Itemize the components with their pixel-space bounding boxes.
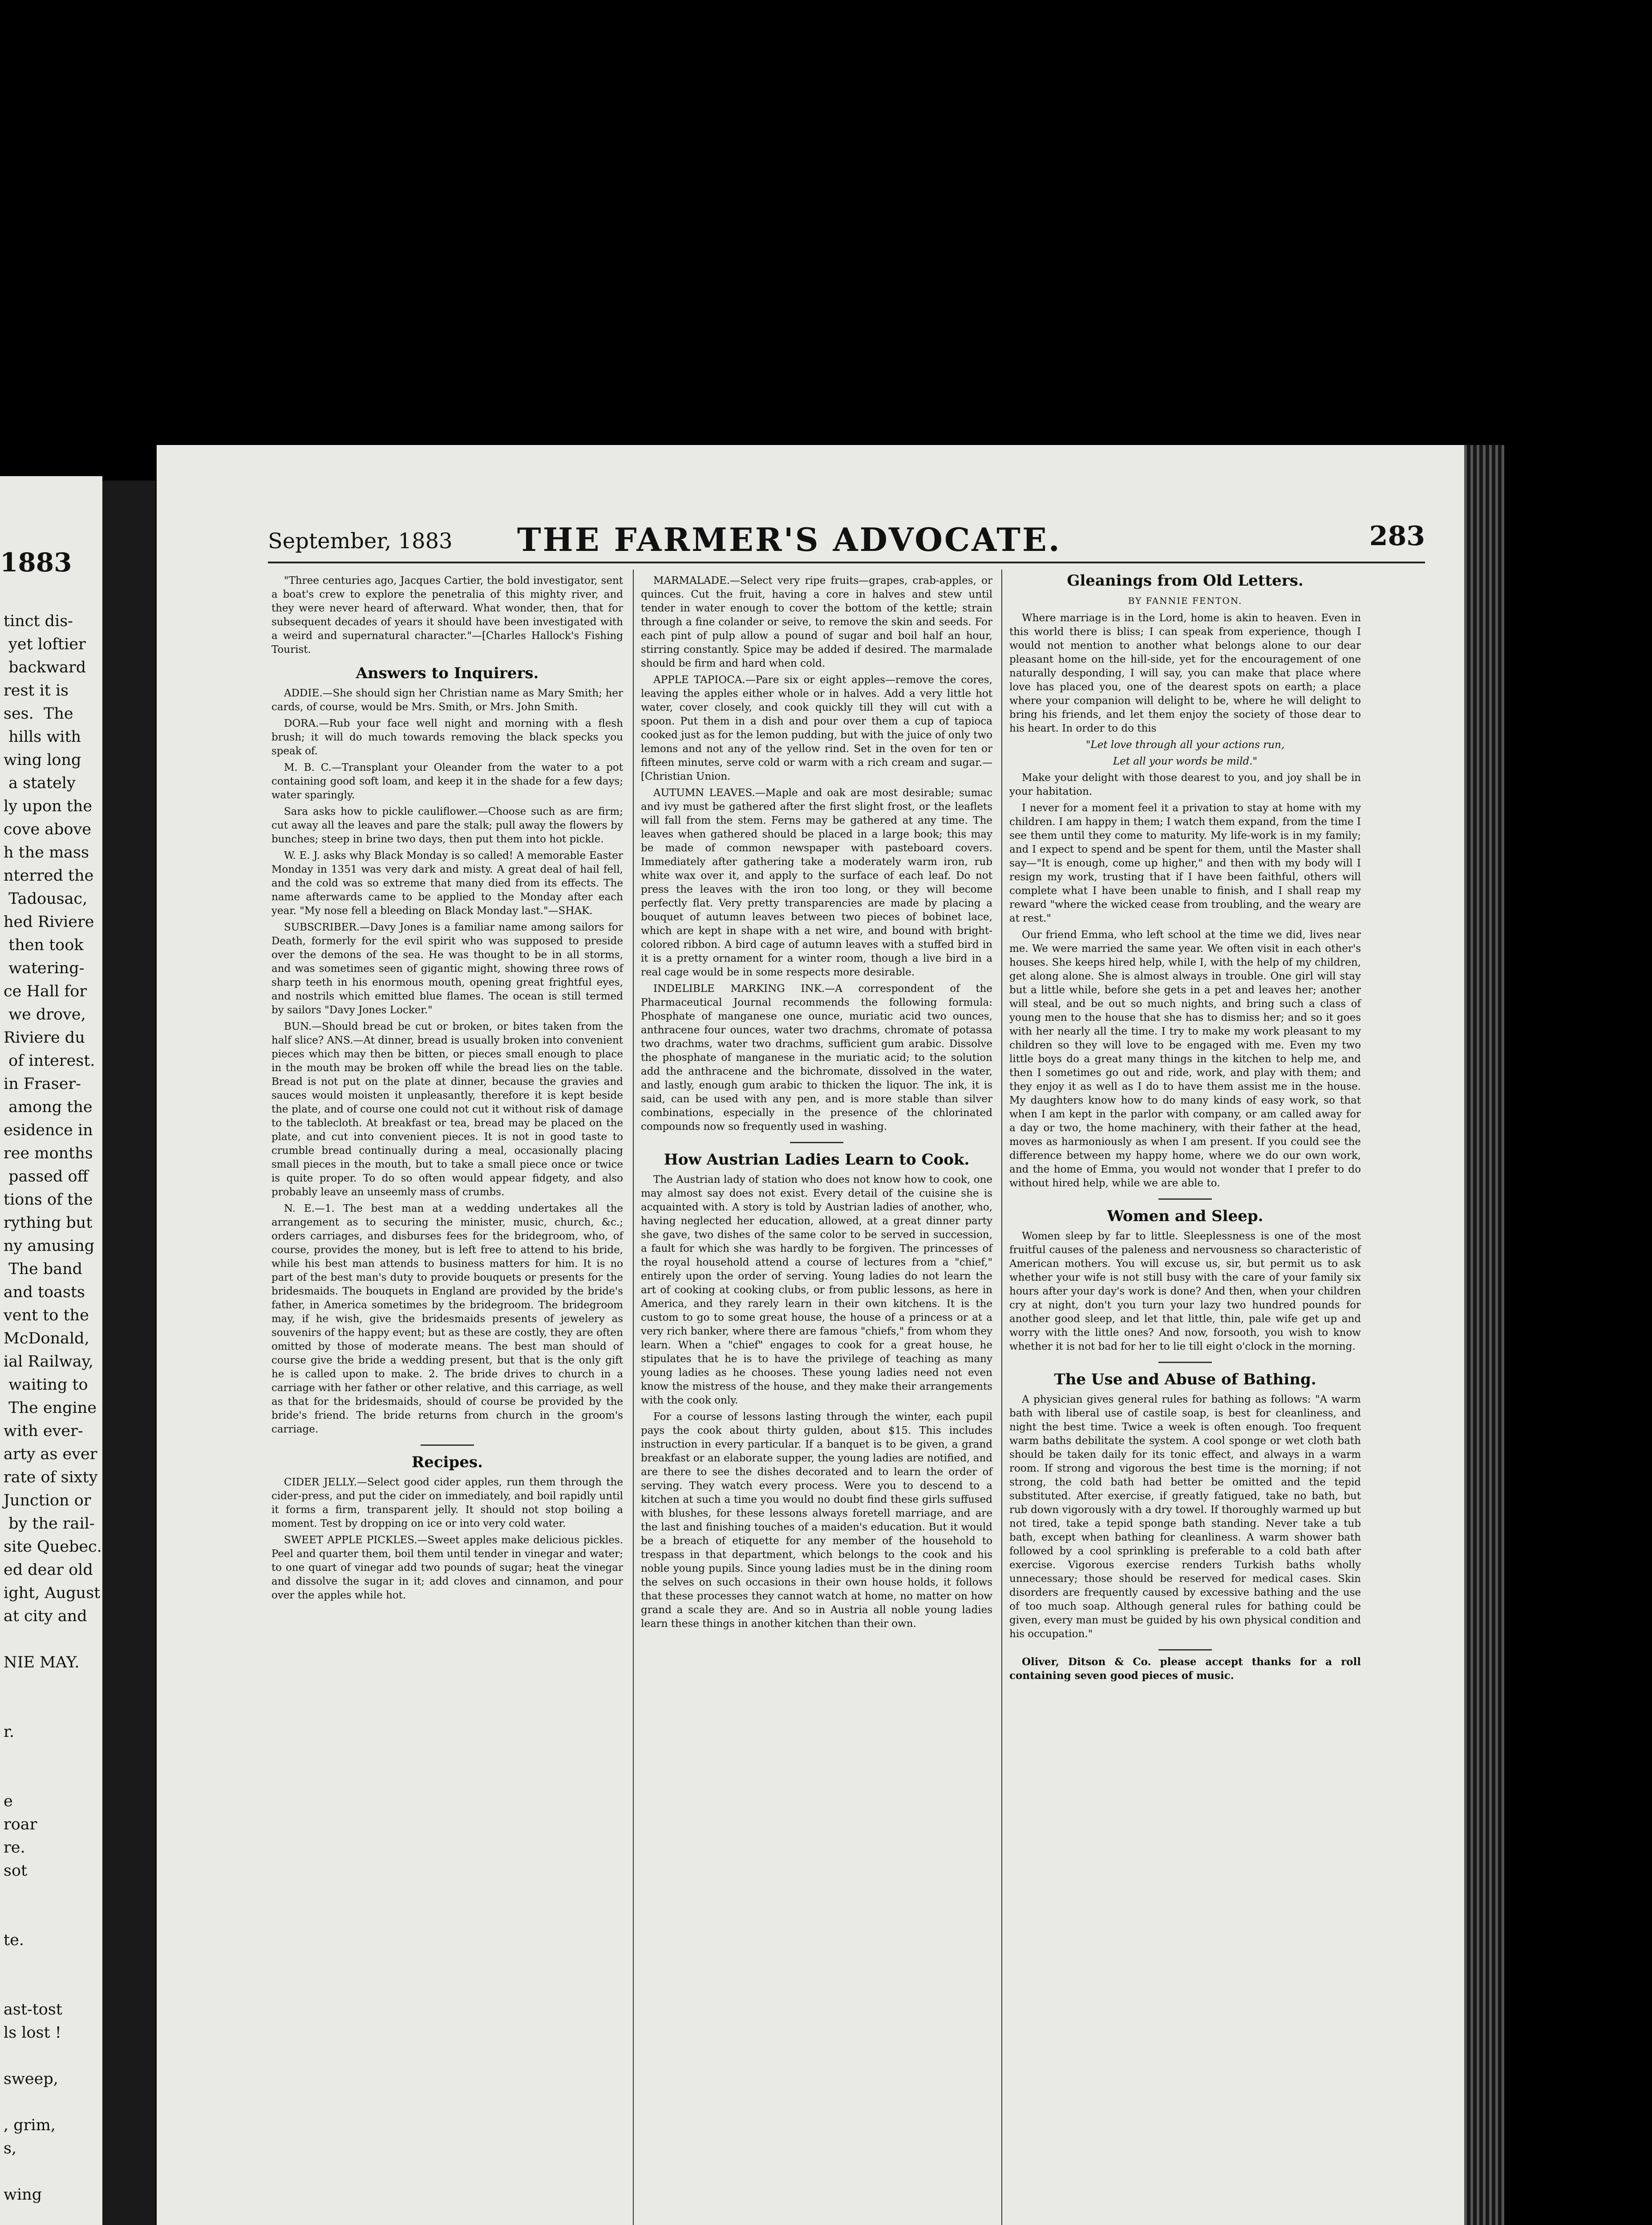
answer-item: ADDIE.—She should sign her Christian name as Mary Smith; her cards, of course, would be Mrs. Smith, or Mrs. John Smith. bbox=[271, 688, 623, 713]
bathing-heading: The Use and Abuse of Bathing. bbox=[1054, 1371, 1316, 1388]
column-divider bbox=[1001, 570, 1002, 2225]
column-3 bbox=[1009, 574, 1361, 1685]
closing-note: Oliver, Ditson & Co. please accept thanks for a roll containing seven good pieces of music. bbox=[1009, 1656, 1361, 1682]
answer-item: BUN.—Should bread be cut or broken, or bites taken from the half slice? ANS.—At dinner, bread is usually broken into convenient pieces which may then be bitten, or pieces small enough to place in the mouth may be broken off while the bread lies on the table. Bread is not put on the plate at dinner, because the gravies and sauces would moisten it unpleasantly, therefore it is kept beside the plate, and of course one could not cut it without risk of damage to the tablecloth. At breakfast or tea, bread may be placed on the plate, and cut into convenient pieces. It is not in good taste to crumble bread continually during a meal, occasionally placing small pieces in the mouth, but to take a small piece once or twice is quite proper. To do so often would appear fidgety, and also probably leave an unseemly mass of crumbs. bbox=[271, 1021, 623, 1198]
recipe-item: INDELIBLE MARKING INK.—A correspondent of the Pharmaceutical Journal recommends the following formula: Phosphate of manganese one ounce, muriatic acid two ounces, anthracene four ounces, water two drachms, chromate of potassa two drachms, water two drachms, sufficient gum arabic. Dissolve the phosphate of manganese in the muriatic acid; to the solution add the anthracene and the bichromate, dissolved in the water, and lastly, enough gum arabic to thicken the liquor. The ink, it is said, can be used with any pen, and is more stable than silver combinations, especially in the presence of the chlorinated compounds now so frequently used in washing. bbox=[641, 983, 992, 1133]
austrian-heading: How Austrian Ladies Learn to Cook. bbox=[664, 1151, 970, 1169]
adjacent-page-fragment bbox=[0, 476, 102, 2225]
recipe-item: APPLE TAPIOCA.—Pare six or eight apples—remove the cores, leaving the apples either whole or in halves. Add a very little hot water, cover closely, and cook quickly till they will cut with a spoon. Put them in a dish and pour over them a cup of tapioca cooked just as for the lemon pudding, but with the juice of only two lemons and not any of the yellow rind. Set in the oven for ten or fifteen minutes, serve cold or warm with a rich cream and sugar.—[Christian Union. bbox=[641, 674, 992, 782]
recipe-item: CIDER JELLY.—Select good cider apples, run them through the cider-press, and put the cider on immediately, and boil rapidly until it forms a firm, transparent jelly. It should not stop boiling a moment. Test by dropping on ice or into very cold water. bbox=[271, 1477, 623, 1529]
answer-item: SUBSCRIBER.—Davy Jones is a familiar name among sailors for Death, formerly for the evil spirit who was supposed to preside over the demons of the sea. He was thought to be in all storms, and was sometimes seen of gigantic might, showing three rows of sharp teeth in his enormous mouth, opening great frightful eyes, and nostrils which emitted blue flames. The ocean is still termed by sailors "Davy Jones Locker." bbox=[271, 922, 623, 1016]
answer-item: N. E.—1. The best man at a wedding undertakes all the arrangement as to securing the minister, music, church, &c.; orders carriages, and disburses fees for the bridegroom, who, of course, provides the money, but is left free to attend to his bride, while his best man attends to business matters for him. It is no part of the best man's duty to provide bouquets or presents for the bridesmaids. The bouquets in England are provided by the bride's father, in America sometimes by the bridegroom. The bridegroom may, if he wish, give the bridesmaids presents of jewelery as souvenirs of the happy event; but as these are costly, they are often omitted by those of moderate means. The best man should of course give the bride a wedding present, but that is the only gift he is called upon to make. 2. The bride drives to church in a carriage with her father or other relative, and this carriage, as well as that for the bridesmaids, should of course be provided by the bride's friend. The bride returns from church in the groom's carriage. bbox=[271, 1203, 623, 1435]
answers-heading: Answers to Inquirers. bbox=[356, 664, 539, 682]
verse-line: Let all your words be mild." bbox=[1113, 756, 1258, 767]
intro-quote: "Three centuries ago, Jacques Cartier, the bold investigator, sent a boat's crew to explore the penetralia of this mighty river, and they were never heard of afterward. What wonder, then, that for subsequent decades of years it should have been investigated with a weird and supernatural character."—[Charles Hallock's Fishing Tourist. bbox=[271, 575, 623, 655]
verse-line: "Let love through all your actions run, bbox=[1085, 739, 1285, 751]
article-paragraph: Make your delight with those dearest to you, and joy shall be in your habitation. bbox=[1009, 772, 1361, 797]
byline: BY FANNIE FENTON. bbox=[1128, 595, 1243, 606]
answer-item: DORA.—Rub your face well night and morning with a flesh brush; it will do much towards removing the black specks you speak of. bbox=[271, 718, 623, 757]
recipe-item: SWEET APPLE PICKLES.—Sweet apples make delicious pickles. Peel and quarter them, boil them until tender in vinegar and water; to one quart of vinegar add two pounds of sugar; heat the vinegar and dissolve the sugar in it; add cloves and cinnamon, and pour over the apples while hot. bbox=[271, 1534, 623, 1601]
section-separator bbox=[1158, 1649, 1212, 1651]
gleanings-heading: Gleanings from Old Letters. bbox=[1067, 572, 1304, 590]
masthead-title: THE FARMER'S ADVOCATE. bbox=[517, 521, 1061, 558]
book-binding bbox=[1464, 445, 1504, 2225]
adjacent-page-header: 1883 bbox=[0, 547, 72, 578]
issue-date: September, 1883 bbox=[268, 529, 453, 554]
page-number: 283 bbox=[1369, 521, 1425, 552]
article-paragraph: Our friend Emma, who left school at the time we did, lives near me. We were married the same year. We often visit in each other's houses. She keeps hired help, while I, with the help of my children, get along alone. She is almost always in trouble. One girl will stay but a little while, before she gets in a pet and leaves her; another will steal, and be out so much nights, and bring such a class of young men to the house that she has to dismiss her; and so it goes with her nearly all the time. I try to make my work pleasant to my children so they will love to be engaged with me. Even my two little boys do a great many things in the kitchen to help me, and then I sometimes go out and ride, work, and play with them; and they enjoy it as well as I do to have them assist me in the house. My daughters know how to do many kinds of easy work, so that when I am kept in the parlor with company, or am called away for a day or two, the home machinery, with their father at the head, moves as harmoniously as when I am present. If you could see the difference between my happy home, where we do our own work, and the home of Emma, you would not wonder that I prefer to do without hired help, while we are able to. bbox=[1009, 929, 1361, 1189]
column-divider bbox=[633, 570, 634, 2225]
article-paragraph: Women sleep by far to little. Sleeplessness is one of the most fruitful causes of the paleness and nervousness so characteristic of American mothers. You will excuse us, sir, but permit us to ask whether your wife is not still busy with the care of your family six hours after your day's work is done? And then, when your children cry at night, don't you turn your lazy two hundred pounds for another good sleep, and let that little, thin, pale wife get up and worry with the little ones? And now, forsooth, you wish to know whether it is not bad for her to lie till eight o'clock in the morning. bbox=[1009, 1230, 1361, 1352]
running-head bbox=[268, 521, 1425, 556]
article-paragraph: The Austrian lady of station who does not know how to cook, one may almost say does not exist. Every detail of the cuisine she is acquainted with. A story is told by Austrian ladies of another, who, having neglected her education, allowed, at a great dinner party she gave, two dishes of the same color to be served in succession, a fault for which she was hardly to be forgiven. The princesses of the royal household attend a course of lectures from a "chief," entirely upon the order of serving. Young ladies do not learn the art of cooking at cooking clubs, or from public lessons, as here in America, and they rarely learn in their own kitchens. It is the custom to go to some great house, the house of a princess or at a very rich banker, where there are famous "chiefs," from whom they learn. When a "chief" engages to cook for a great house, he stipulates that he is to have the privilege of teaching as many young ladies as he chooses. These young ladies need not even know the mistress of the house, and they make their arrangements with the cook only. bbox=[641, 1174, 992, 1406]
section-separator bbox=[421, 1444, 474, 1446]
answer-item: M. B. C.—Transplant your Oleander from the water to a pot containing good soft loam, and keep it in the shade for a few days; water sparingly. bbox=[271, 762, 623, 801]
answer-item: Sara asks how to pickle cauliflower.—Choose such as are firm; cut away all the leaves and pare the stalk; pull away the flowers by bunches; steep in brine two days, then put them into hot pickle. bbox=[271, 806, 623, 845]
recipe-item: AUTUMN LEAVES.—Maple and oak are most desirable; sumac and ivy must be gathered after the first slight frost, or the leaflets will fall from the stem. Ferns may be gathered at any time. The leaves when gathered should be placed in a large book; this may be made of common newspaper with pasteboard covers. Immediately after gathering take a moderately warm iron, rub white wax over it, and apply to the surface of each leaf. Do not press the leaves with the iron too long, or they will become perfectly flat. Very pretty transparencies are made by placing a bouquet of autumn leaves between two pieces of bobinet lace, which are kept in shape with a net wire, and bound with bright-colored ribbon. A bird cage of autumn leaves with a stuffed bird in it is a pretty ornament for a winter room, though a live bird in a real cage would be in some respects more desirable. bbox=[641, 787, 992, 978]
recipe-item: MARMALADE.—Select very ripe fruits—grapes, crab-apples, or quinces. Cut the fruit, having a core in halves and stew until tender in water enough to cover the bottom of the kettle; strain through a fine colander or seive, to remove the skin and seeds. For each pint of pulp allow a pound of sugar and boil half an hour, stirring constantly. Spice may be added if desired. The marmalade should be firm and hard when cold. bbox=[641, 575, 992, 669]
column-1 bbox=[271, 574, 623, 1605]
answer-item: W. E. J. asks why Black Monday is so called! A memorable Easter Monday in 1351 was very dark and misty. A great deal of hail fell, and the cold was so extreme that many died from its effects. The name afterwards came to be applied to the Monday after each year. "My nose fell a bleeding on Black Monday last."—SHAK. bbox=[271, 850, 623, 917]
adjacent-page-text: tinct dis- yet loftier backward rest it is ses. The hills with wing long a stately ly upon the cove above h the mass nterred the Tadousac, hed Riviere then took watering- ce Hall for we drove, Riviere du of interest. in Fraser- among the esidence in ree months passed off tions of the rything but ny amusing The band and toasts vent to the McDonald, ial Railway, waiting to The engine with ever- arty as ever rate of sixty Junction or by the rail- site Quebec. ed dear old ight, August at city and NIE MAY. r. e roar re. sot te. ast-tost ls lost ! sweep, , grim, s, wing bbox=[4, 612, 102, 2204]
book-gutter bbox=[102, 481, 156, 2225]
women-sleep-heading: Women and Sleep. bbox=[1107, 1207, 1263, 1225]
article-paragraph: I never for a moment feel it a privation to stay at home with my children. I am happy in them; I watch them expand, from the time I see them until they come to maturity. My life-work is in my family; and I expect to spend and be spent for them, until the Master shall say—"It is enough, come up higher," and then with my body will I resign my work, trusting that if I have been faithful, others will complete what I have been unable to finish, and I shall reap my reward "where the wicked cease from troubling, and the weary are at rest." bbox=[1009, 802, 1361, 924]
header-rule bbox=[268, 562, 1425, 563]
newspaper-page bbox=[157, 445, 1464, 2225]
article-paragraph: For a course of lessons lasting through the winter, each pupil pays the cook about thirty gulden, about $15. This includes instruction in every particular. If a banquet is to be given, a grand breakfast or an elaborate supper, the young ladies are notified, and are there to see the dishes decorated and to learn the order of serving. They watch every process. Were you to descend to a kitchen at such a time you would no doubt find these girls suffused with blushes, for these lessons always foretell marriage, and are the last and finishing touches of a maiden's education. But it would be a breach of etiquette for any member of the household to trespass in that department, which belongs to the cook and his noble young pupils. Since young ladies must be in the dining room the selves on such occasions in their own house holds, it follows that these processes they cannot watch at home, no matter on how grand a scale they are. And so in Austria all noble young ladies learn these things in another kitchen than their own. bbox=[641, 1411, 992, 1630]
column-2 bbox=[641, 574, 992, 1634]
article-paragraph: A physician gives general rules for bathing as follows: "A warm bath with liberal use of castile soap, is best for cleanliness, and night the best time. Twice a week is often enough. Too frequent warm baths debilitate the system. A cool sponge or wet cloth bath should be taken daily for its tonic effect, and always in a warm room. If strong and vigorous the best time is the morning; if not strong, the cold bath had better be omitted and the tepid substituted. After exercise, if greatly fatigued, take no bath, but rub down vigorously with a dry towel. If thoroughly warmed up but not tired, take a tepid sponge bath standing. Never take a tub bath, except when bathing for cleanliness. A warm shower bath followed by a cool sprinkling is preferable to a cold bath after exercise. Vigorous exercise renders Turkish baths wholly unnecessary; those should be reserved for medical cases. Skin disorders are frequently caused by excessive bathing and the use of too much soap. Although general rules for bathing could be given, every man must be guided by his own physical condition and his occupation." bbox=[1009, 1394, 1361, 1640]
section-separator bbox=[1158, 1198, 1212, 1200]
recipes-heading: Recipes. bbox=[412, 1453, 483, 1471]
section-separator bbox=[790, 1142, 843, 1143]
section-separator bbox=[1158, 1362, 1212, 1363]
article-paragraph: Where marriage is in the Lord, home is akin to heaven. Even in this world there is bliss; I can speak from experience, though I would not mention to another what belongs alone to our dear pleasant home on the hill-side, yet for the encouragement of one naturally desponding, I will say, you can make that place where love has placed you, one of the dearest spots on earth; a place where your companion will delight to be, where he will delight to bring his friends, and let them enjoy the society of those dear to his heart. In order to do this bbox=[1009, 612, 1361, 734]
